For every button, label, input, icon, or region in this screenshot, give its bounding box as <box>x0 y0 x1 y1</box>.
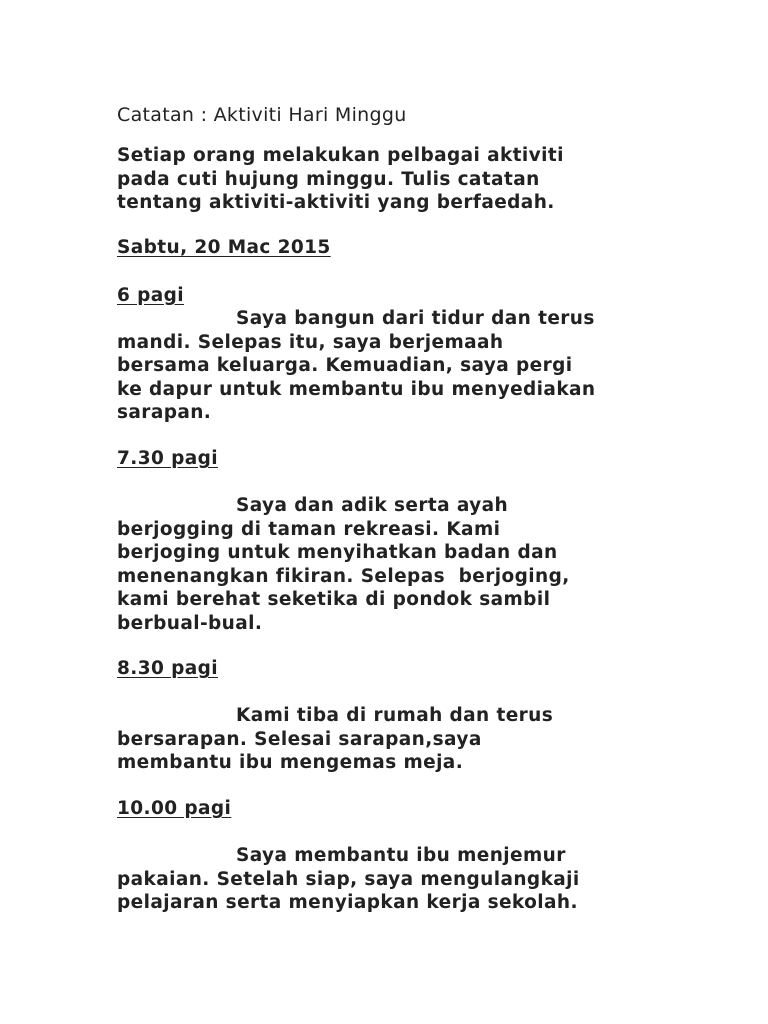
entry-line: bersarapan. Selesai sarapan,saya <box>117 728 482 750</box>
entry-line: pakaian. Setelah siap, saya mengulangkaji <box>117 868 580 890</box>
document-title: Catatan : Aktiviti Hari Minggu <box>117 104 407 126</box>
entry-line: Saya membantu ibu menjemur <box>236 845 566 866</box>
intro-line: pada cuti hujung minggu. Tulis catatan <box>117 168 540 190</box>
entry-line: Kami tiba di rumah dan terus <box>236 705 554 726</box>
entry-line: kami berehat seketika di pondok sambil <box>117 589 551 610</box>
entry-time-heading: 6 pagi <box>117 285 185 306</box>
intro-line: Setiap orang melakukan pelbagai aktiviti <box>117 145 564 166</box>
entry-line: berjoging untuk menyihatkan badan dan <box>117 542 558 563</box>
entry-time-heading: 8.30 pagi <box>117 658 218 679</box>
intro-paragraph <box>117 144 717 215</box>
entry-line: ke dapur untuk membantu ibu menyediakan <box>117 378 596 400</box>
entry-time-heading: 7.30 pagi <box>117 448 218 469</box>
entry-paragraph <box>117 844 717 915</box>
entry-time-heading: 10.00 pagi <box>117 798 232 819</box>
date-heading: Sabtu, 20 Mac 2015 <box>117 237 331 258</box>
entry-line: Saya dan adik serta ayah <box>236 495 509 516</box>
entry-line: berbual-bual. <box>117 612 263 634</box>
entry-paragraph <box>117 307 717 425</box>
entry-line: sarapan. <box>117 402 212 423</box>
entry-paragraph <box>117 494 717 635</box>
entry-line: mandi. Selepas itu, saya berjemaah <box>117 331 504 353</box>
entry-line: berjogging di taman rekreasi. Kami <box>117 518 501 540</box>
entry-line: pelajaran serta menyiapkan kerja sekolah. <box>117 892 578 913</box>
entry-line: menenangkan fikiran. Selepas berjoging, <box>117 565 570 587</box>
entry-line: bersama keluarga. Kemuadian, saya pergi <box>117 355 573 376</box>
intro-line: tentang aktiviti-aktiviti yang berfaedah. <box>117 192 555 213</box>
entry-paragraph <box>117 704 717 775</box>
entry-line: Saya bangun dari tidur dan terus <box>236 308 595 329</box>
entry-line: membantu ibu mengemas meja. <box>117 752 464 773</box>
